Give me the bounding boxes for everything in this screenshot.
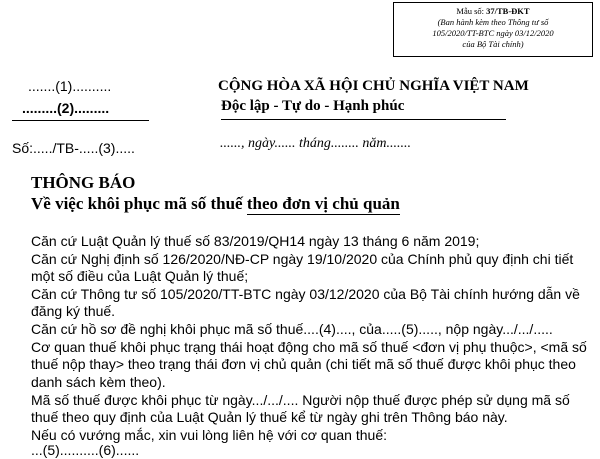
body-line-11: thuế theo quy định của Luật Quản lý thuế kể từ ngày ghi trên Thông báo này. xyxy=(31,409,508,425)
body-line-3: một số điều của Luật Quản lý thuế; xyxy=(31,268,249,284)
form-note-line-2: 105/2020/TT-BTC ngày 03/12/2020 xyxy=(432,28,554,38)
country-name: CỘNG HÒA XÃ HỘI CHỦ NGHĨA VIỆT NAM xyxy=(218,78,529,94)
body-line-4: Căn cứ Thông tư số 105/2020/TT-BTC ngày 03/12/2020 của Bộ Tài chính hướng dẫn về xyxy=(31,286,580,302)
body-line-2: Căn cứ Nghị định số 126/2020/NĐ-CP ngày 19/10/2020 của Chính phủ quy định chi tiết xyxy=(31,251,574,267)
notice-subject: Về việc khôi phục mã số thuế theo đơn vị chủ quản xyxy=(31,194,400,213)
body-line-10: Mã số thuế được khôi phục từ ngày.../.../.... Người nộp thuế được phép sử dụng mã số xyxy=(31,392,570,408)
document-number: Số:...../TB-.....(3)..... xyxy=(12,140,135,156)
form-code: Mẫu số: 37/TB-ĐKT xyxy=(456,6,530,16)
motto-underline xyxy=(221,119,506,120)
notice-title: THÔNG BÁO xyxy=(31,173,136,192)
body-line-9: danh sách kèm theo). xyxy=(31,374,166,390)
national-motto: Độc lập - Tự do - Hạnh phúc xyxy=(221,98,405,114)
body-line-12: Nếu có vướng mắc, xin vui lòng liên hệ với cơ quan thuế: xyxy=(31,427,387,443)
agency-line-1: .......(1).......... xyxy=(28,78,112,94)
form-note-line-1: (Ban hành kèm theo Thông tư số xyxy=(437,17,549,27)
date-line: ......, ngày...... tháng........ năm....... xyxy=(220,136,411,151)
body-line-7: Cơ quan thuế khôi phục trạng thái hoạt động cho mã số thuế <đơn vị phụ thuộc>, <mã số xyxy=(31,339,587,355)
agency-line-2: .........(2)......... xyxy=(22,100,110,116)
form-note-line-3: của Bộ Tài chính) xyxy=(462,39,524,49)
body-line-5: đăng ký thuế. xyxy=(31,303,116,319)
body-line-6: Căn cứ hồ sơ đề nghị khôi phục mã số thuế....(4)...., của.....(5)....., nộp ngày.../.../..... xyxy=(31,321,553,337)
body-line-8: thuế nộp thay> theo trạng thái đơn vị chủ quản (chi tiết mã số thuế được khôi phục theo xyxy=(31,356,576,372)
agency-divider xyxy=(12,120,149,121)
body-line-13: ...(5)..........(6)...... xyxy=(31,442,140,458)
form-code-box xyxy=(393,2,593,57)
body-line-1: Căn cứ Luật Quản lý thuế số 83/2019/QH14 ngày 13 tháng 6 năm 2019; xyxy=(31,233,480,249)
